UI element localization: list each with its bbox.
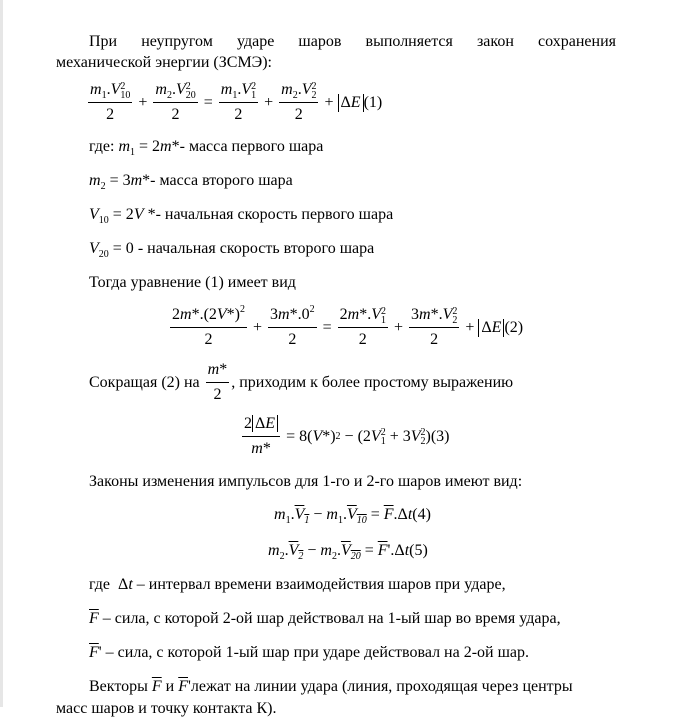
dt-description: где Δt – интервал времени взаимодействия шаров при ударе, <box>89 576 506 593</box>
equation-5: $m_2.V_2 - m_2.V_{20} = \overline{F}'.\Delta t(5)$ <box>268 542 428 562</box>
momentum-text: Законы изменения импульсов для 1-го и 2-го шаров имеют вид: <box>89 473 523 490</box>
intro-line-2: механической энергии (ЗСМЭ): <box>56 54 272 71</box>
equation-1: $m_1.V2$ 10 2 + $m_2.V2$ 20 2 = $m_1.V2$ 1 2 + $m_2.V2$ 2 2 + ΔE (1) <box>90 81 383 123</box>
then-text: Тогда уравнение (1) имеет вид <box>89 274 296 291</box>
f-description: $\overline{F}$ – сила, с которой 2-ой шар действовал на 1-ый шар во время удара, <box>89 610 561 627</box>
eq5-number: (5) <box>409 542 428 559</box>
eq3-fraction: $\frac{2 \Delta E}{m*}$ <box>242 414 280 459</box>
def-m2: $m_2 = 3m*-$ масса второго шара <box>89 172 293 192</box>
eq2-delta-e: ΔE <box>478 319 504 337</box>
eq4-number: (4) <box>412 506 431 523</box>
eq3-number: (3) <box>430 427 450 445</box>
equation-4: $m_1.V_1 - m_1.V_{10} = \overline{F}.\Delta t(4)$ <box>274 506 431 526</box>
page-left-edge <box>0 0 3 707</box>
eq2-term-2: $\frac{3m*.0^2}{2}$ <box>270 304 315 348</box>
reduce-fraction: $\frac{m*}{2}$ <box>207 361 228 403</box>
equation-3: $\frac{2 \Delta E}{m*}$ = 8( V *) 2 − (2 V 2 1 + 3 V 2 2 ) (3) <box>244 415 450 457</box>
def-v10: $V_{10} = 2V$ *- начальная скорость первого шара <box>89 206 394 226</box>
intro-line-1: При неупругом ударе шаров выполняется закон сохранения <box>89 33 616 50</box>
equation-2: $\frac{2m*.(2V*)^2}{2}$ + $\frac{3m*.0^2}{2}$ = 2m*.V2 1 2 + 3m*.V2 2 2 + ΔE (2) <box>172 304 524 348</box>
eq1-delta-e: ΔE <box>338 94 364 112</box>
vectors-line-1: Векторы $\overline{F}$ и $\overline{F}'лежат$ на линии удара (линия, проходящая через центры <box>89 678 573 695</box>
eq1-term-4: $m_2.V2$ 2 2 <box>281 81 317 123</box>
eq1-term-3: $m_1.V2$ 1 2 <box>220 81 257 123</box>
eq2-term-1: $\frac{2m*.(2V*)^2}{2}$ <box>172 304 245 348</box>
eq2-term-3: 2m*.V2 1 2 <box>339 306 386 348</box>
vectors-paragraph <box>56 676 616 720</box>
def-m1: где: $m_1 = 2m*-$ масса первого шара <box>89 138 324 158</box>
intro-paragraph <box>56 31 616 73</box>
f-prime-description: $\overline{F}'$ – сила, с которой 1-ый шар при ударе действовал на 2-ой шар. <box>89 644 530 661</box>
reduce-text: Сокращая (2) на $\frac{m*}{2}$ , приходим к более простому выражению <box>89 361 514 403</box>
eq2-term-4: 3m*.V2 2 2 <box>411 306 458 348</box>
eq1-term-1: $m_1.V2$ 10 2 <box>90 81 131 123</box>
def-v20: $V_{20} = 0$ - начальная скорость второго шара <box>89 240 375 260</box>
eq1-term-2: $m_2.V2$ 20 2 <box>155 81 196 123</box>
vectors-line-2: масс шаров и точку контакта К). <box>56 700 277 717</box>
eq1-number: (1) <box>363 93 383 111</box>
eq2-number: (2) <box>504 318 524 336</box>
